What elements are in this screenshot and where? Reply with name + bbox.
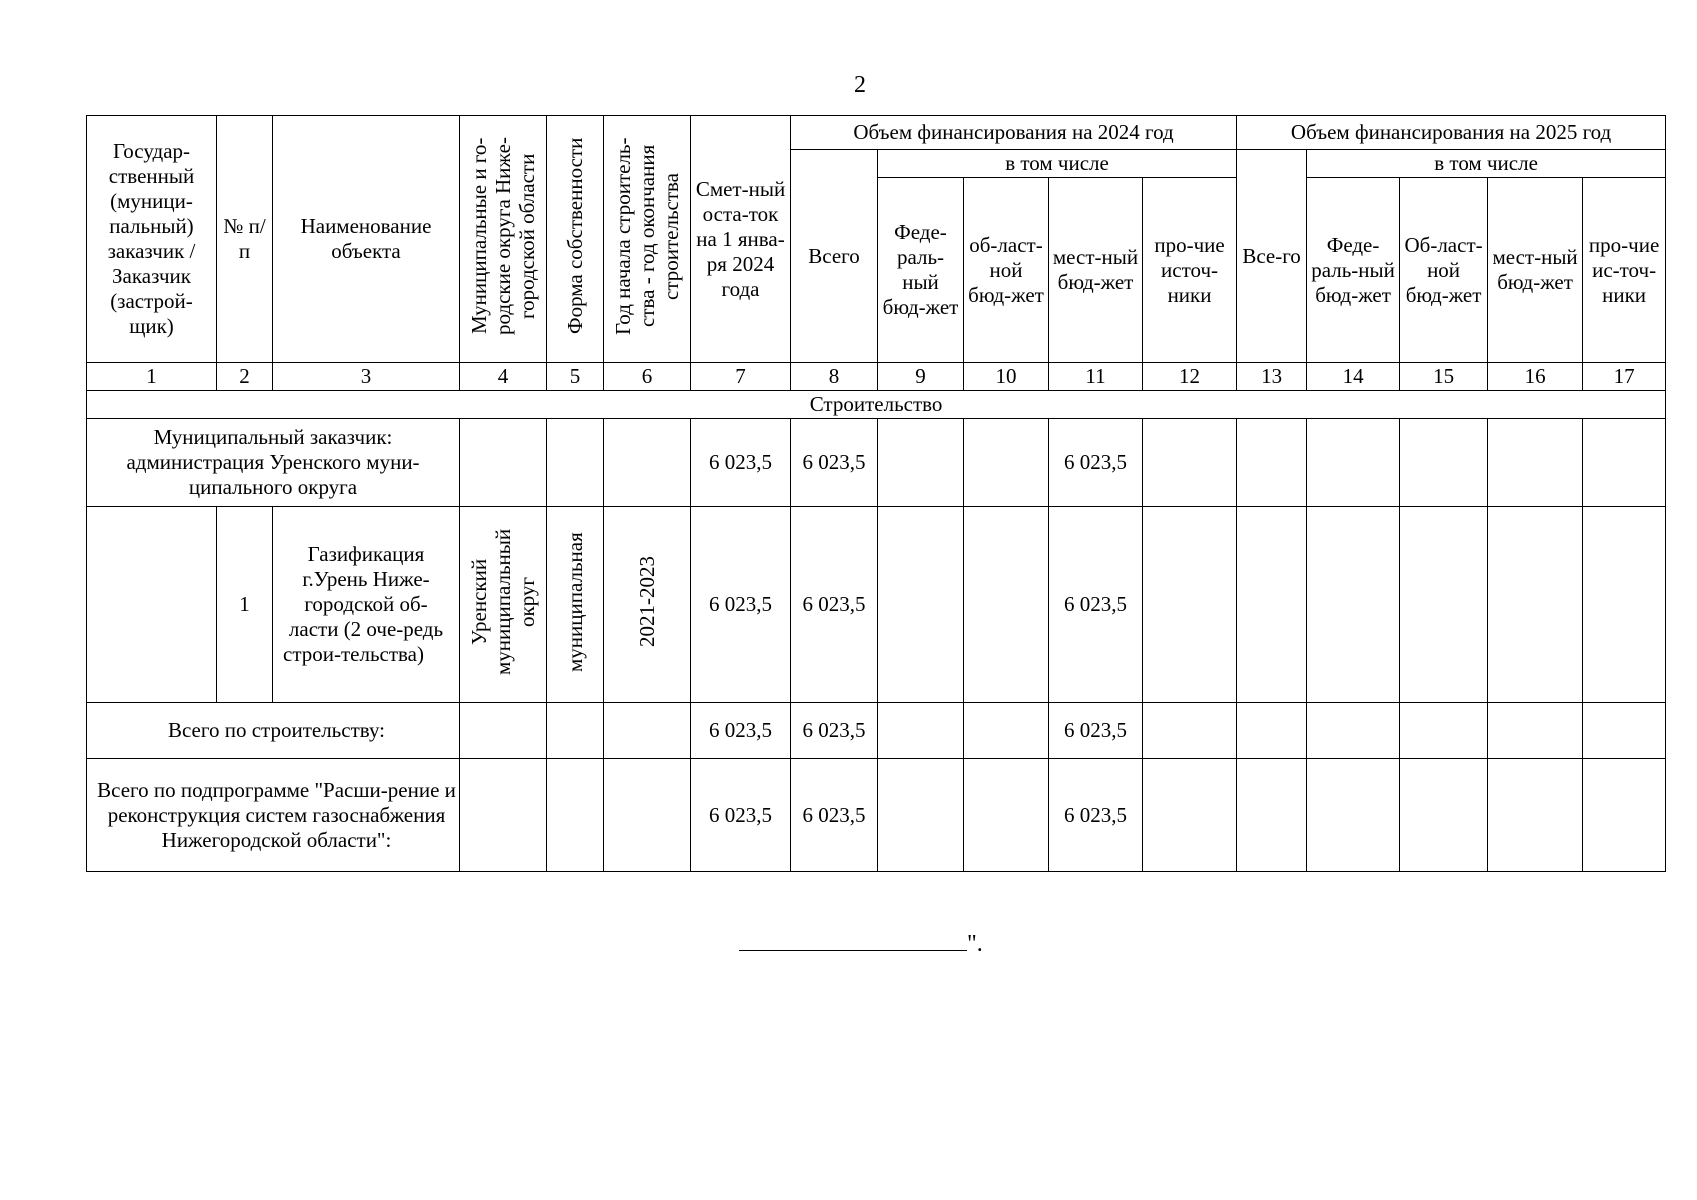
column-number: 1: [87, 363, 217, 391]
column-number: 8: [791, 363, 878, 391]
empty-cell: [1237, 759, 1307, 872]
local-2024-value: 6 023,5: [1049, 419, 1143, 507]
object-years: [604, 507, 691, 703]
header-federal-2024: Феде-раль-ный бюд-жет: [878, 178, 964, 363]
header-local-2024: мест-ный бюд-жет: [1049, 178, 1143, 363]
column-number: 7: [691, 363, 791, 391]
empty-cell: [1307, 759, 1400, 872]
column-number: 16: [1488, 363, 1583, 391]
empty-cell: [964, 703, 1049, 759]
total-2024-value: 6 023,5: [791, 703, 878, 759]
column-number: 11: [1049, 363, 1143, 391]
column-number: 2: [217, 363, 273, 391]
closing-mark: [739, 928, 983, 958]
empty-cell: [604, 419, 691, 507]
empty-cell: [1307, 703, 1400, 759]
column-number: 5: [547, 363, 604, 391]
empty-cell: [964, 507, 1049, 703]
header-other-2025: про-чие ис-точ-ники: [1583, 178, 1666, 363]
column-number: 14: [1307, 363, 1400, 391]
empty-cell: [1488, 703, 1583, 759]
header-other-2024: про-чие источ-ники: [1143, 178, 1237, 363]
empty-cell: [547, 419, 604, 507]
local-2024-value: 6 023,5: [1049, 507, 1143, 703]
total-2024-value: 6 023,5: [791, 419, 878, 507]
empty-cell: [1307, 419, 1400, 507]
object-name: Газификация г.Урень Ниже-городской об-ласти (2 оче-редь строи-тельства): [273, 507, 460, 703]
local-2024-value: 6 023,5: [1049, 703, 1143, 759]
empty-cell: [547, 703, 604, 759]
header-regional-2025: Об-ласт-ной бюд-жет: [1400, 178, 1488, 363]
empty-cell: [1400, 759, 1488, 872]
object-ownership-text: муниципальная: [563, 531, 587, 672]
object-municipality-text: Уренский муниципальный округ: [467, 528, 539, 675]
empty-cell: [878, 419, 964, 507]
empty-cell: [87, 507, 217, 703]
empty-cell: [1400, 419, 1488, 507]
remaining-value: 6 023,5: [691, 419, 791, 507]
section-title: Строительство: [87, 391, 1666, 419]
header-years-text: Год начала строитель-ства - год окончания строительства: [611, 137, 683, 335]
total-2024-value: 6 023,5: [791, 759, 878, 872]
header-number: № п/п: [217, 116, 273, 363]
empty-cell: [460, 759, 547, 872]
column-number: 4: [460, 363, 547, 391]
column-number: 10: [964, 363, 1049, 391]
empty-cell: [1488, 419, 1583, 507]
empty-cell: [1400, 507, 1488, 703]
financing-table: [86, 115, 1666, 872]
table-row: [87, 759, 1666, 872]
object-number: 1: [217, 507, 273, 703]
header-years: [604, 116, 691, 363]
column-number: 17: [1583, 363, 1666, 391]
empty-cell: [604, 759, 691, 872]
header-remaining: Смет-ный оста-ток на 1 янва-ря 2024 года: [691, 116, 791, 363]
header-regional-2024: об-ласт-ной бюд-жет: [964, 178, 1049, 363]
empty-cell: [1583, 703, 1666, 759]
table-row: [87, 703, 1666, 759]
empty-cell: [878, 759, 964, 872]
remaining-value: 6 023,5: [691, 703, 791, 759]
empty-cell: [1143, 703, 1237, 759]
object-municipality: [460, 507, 547, 703]
empty-cell: [460, 419, 547, 507]
page-number: 2: [854, 72, 866, 98]
empty-cell: [1583, 419, 1666, 507]
closing-underline: [739, 928, 967, 951]
header-customer: Государ-ственный (муници-пальный) заказчик / Заказчик (застрой-щик): [87, 116, 217, 363]
header-ownership-text: Форма собственности: [563, 137, 587, 335]
header-municipality-text: Муниципальные и го-родские округа Ниже-городской области: [467, 137, 539, 335]
closing-quote: ".: [967, 931, 983, 957]
header-total-2024: Всего: [791, 150, 878, 363]
remaining-value: 6 023,5: [691, 507, 791, 703]
header-total-2025: Все-го: [1237, 150, 1307, 363]
empty-cell: [1237, 507, 1307, 703]
header-including-2024: в том числе: [878, 150, 1237, 178]
empty-cell: [604, 703, 691, 759]
column-numbers-row: [87, 363, 1666, 391]
empty-cell: [1583, 759, 1666, 872]
column-number: 9: [878, 363, 964, 391]
empty-cell: [1583, 507, 1666, 703]
column-number: 15: [1400, 363, 1488, 391]
table-row: [87, 419, 1666, 507]
column-number: 12: [1143, 363, 1237, 391]
subprogram-total-label: Всего по подпрограмме "Расши-рение и реконструкция систем газоснабжения Нижегородской области":: [87, 759, 460, 872]
header-object-name: Наименование объекта: [273, 116, 460, 363]
header-financing-2025: Объем финансирования на 2025 год: [1237, 116, 1666, 150]
empty-cell: [547, 759, 604, 872]
remaining-value: 6 023,5: [691, 759, 791, 872]
header-financing-2024: Объем финансирования на 2024 год: [791, 116, 1237, 150]
header-ownership: [547, 116, 604, 363]
table-row: [87, 507, 1666, 703]
empty-cell: [1488, 759, 1583, 872]
header-municipality: [460, 116, 547, 363]
empty-cell: [1237, 419, 1307, 507]
empty-cell: [1143, 507, 1237, 703]
construction-total-label: Всего по строительству:: [87, 703, 460, 759]
empty-cell: [1143, 419, 1237, 507]
column-number: 6: [604, 363, 691, 391]
empty-cell: [964, 759, 1049, 872]
header-federal-2025: Феде-раль-ный бюд-жет: [1307, 178, 1400, 363]
empty-cell: [878, 507, 964, 703]
empty-cell: [1143, 759, 1237, 872]
customer-label: Муниципальный заказчик: администрация Уренского муни-ципального округа: [87, 419, 460, 507]
header-including-2025: в том числе: [1307, 150, 1666, 178]
empty-cell: [1400, 703, 1488, 759]
column-number: 13: [1237, 363, 1307, 391]
empty-cell: [964, 419, 1049, 507]
empty-cell: [460, 703, 547, 759]
empty-cell: [1237, 703, 1307, 759]
header-local-2025: мест-ный бюд-жет: [1488, 178, 1583, 363]
total-2024-value: 6 023,5: [791, 507, 878, 703]
object-years-text: 2021-2023: [635, 556, 659, 647]
column-number: 3: [273, 363, 460, 391]
local-2024-value: 6 023,5: [1049, 759, 1143, 872]
empty-cell: [1488, 507, 1583, 703]
object-ownership: [547, 507, 604, 703]
empty-cell: [1307, 507, 1400, 703]
empty-cell: [878, 703, 964, 759]
